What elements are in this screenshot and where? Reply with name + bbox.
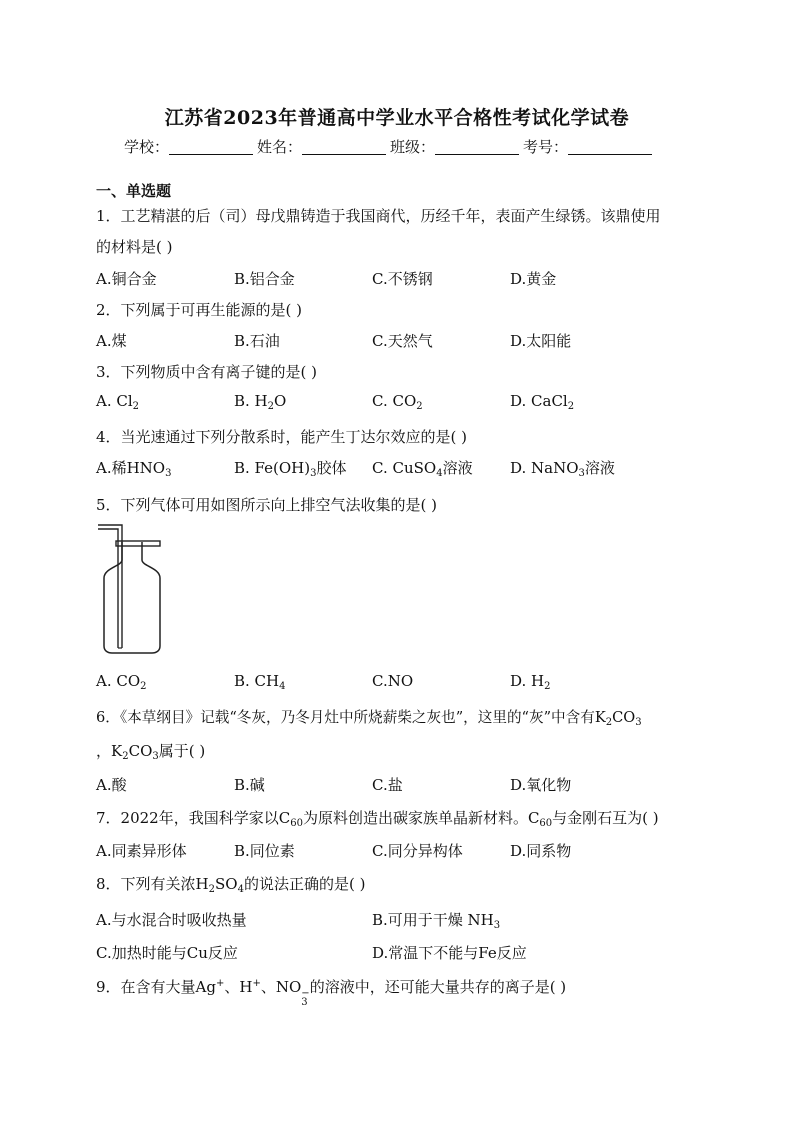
q9-formula: 、NO	[260, 978, 302, 996]
option-a[interactable]: A.煤	[96, 332, 127, 350]
option-a[interactable]	[96, 457, 171, 479]
subscript: 2	[567, 401, 575, 412]
subscript: 2	[132, 401, 140, 412]
option-d[interactable]	[510, 672, 550, 692]
option-a[interactable]: A.铜合金	[96, 270, 157, 288]
option-d[interactable]: D.常温下不能与Fe反应	[372, 944, 527, 962]
q6-formula: CO	[612, 709, 636, 726]
option-b[interactable]: B.石油	[234, 332, 280, 350]
subscript: 2	[122, 751, 129, 762]
option-c-text: C. CO	[372, 392, 417, 410]
subscript: 60	[290, 818, 303, 829]
question-6-line-2	[96, 740, 205, 762]
subscript: 3	[152, 751, 159, 762]
q7-text-mid: 为原料创造出碳家族单晶新材料。C	[302, 809, 540, 827]
option-b[interactable]: B.同位素	[234, 842, 295, 860]
subscript: 3	[301, 997, 308, 1008]
q8-tail: 的说法正确的是( )	[243, 875, 366, 893]
question-6-line-1	[96, 706, 642, 728]
subscript: 4	[436, 468, 443, 479]
option-d[interactable]: D.同系物	[510, 842, 572, 860]
school-blank[interactable]	[169, 140, 253, 155]
q6-tail: 属于( )	[158, 742, 206, 760]
option-d-text: D. H	[510, 672, 545, 690]
option-a[interactable]	[96, 672, 147, 692]
subscript: 2	[140, 681, 147, 692]
subscript: 60	[539, 818, 553, 829]
bottle-outline	[104, 542, 160, 653]
q8-text: 8．下列有关浓H	[96, 875, 209, 893]
option-c[interactable]: C.同分异构体	[372, 842, 463, 860]
name-blank[interactable]	[302, 140, 386, 155]
option-b[interactable]	[234, 672, 286, 692]
option-c-tail: 溶液	[442, 459, 473, 477]
option-b-text: B. CH	[234, 672, 280, 690]
option-c[interactable]: C.盐	[372, 776, 403, 794]
name-label: 姓名：	[257, 138, 303, 156]
q7-text: 7．2022年，我国科学家以C	[96, 809, 291, 827]
subscript: 2	[208, 884, 216, 895]
option-d-tail: 溶液	[584, 459, 615, 477]
option-a-text: A. CO	[96, 672, 141, 690]
subscript: 2	[544, 681, 551, 692]
option-c[interactable]	[372, 392, 423, 412]
question-1-line-1: 1．工艺精湛的后（司）母戊鼎铸造于我国商代，历经千年，表面产生绿锈。该鼎使用	[96, 207, 661, 225]
option-c[interactable]	[372, 457, 473, 479]
option-d[interactable]	[510, 457, 615, 479]
option-a[interactable]: A.与水混合时吸收热量	[96, 911, 247, 929]
q8-formula: SO	[215, 875, 238, 893]
option-d[interactable]: D.太阳能	[510, 332, 572, 350]
option-b-text: B. Fe(OH)	[234, 459, 311, 477]
superscript: −	[301, 988, 310, 999]
subscript: 3	[578, 468, 585, 479]
subscript: 2	[267, 401, 275, 412]
subscript: 4	[279, 681, 286, 692]
q9-tail: 的溶液中，还可能大量共存的离子是( )	[309, 978, 567, 996]
school-label: 学校：	[124, 138, 170, 156]
option-b[interactable]	[372, 909, 500, 931]
subscript: 3	[493, 920, 501, 931]
id-label: 考号：	[523, 138, 569, 156]
q9-text-mid: 、H	[224, 978, 253, 996]
q6-formula: CO	[128, 742, 153, 760]
option-b-text: B.可用于干燥 NH	[372, 911, 494, 929]
option-a-text: A. Cl	[96, 392, 133, 410]
subscript: 2	[605, 717, 613, 728]
question-1-line-2: 的材料是( )	[96, 238, 173, 256]
option-a[interactable]: A.同素异形体	[96, 842, 187, 860]
subscript: 3	[635, 717, 642, 728]
option-b-text: B. H	[234, 392, 268, 410]
option-b[interactable]	[234, 457, 347, 479]
option-d[interactable]: D.氧化物	[510, 776, 572, 794]
option-c[interactable]: C.不锈钢	[372, 270, 433, 288]
option-d[interactable]	[510, 392, 574, 412]
option-b[interactable]	[234, 392, 286, 412]
option-c[interactable]: C.NO	[372, 672, 414, 690]
option-b[interactable]: B.铝合金	[234, 270, 295, 288]
option-a[interactable]: A.酸	[96, 776, 127, 794]
option-b-tail: 胶体	[316, 459, 347, 477]
option-c[interactable]: C.天然气	[372, 332, 433, 350]
q6-text: ，K	[96, 742, 123, 760]
subscript: 4	[237, 884, 244, 895]
gas-bottle-diagram	[96, 520, 166, 655]
student-info-line	[124, 136, 656, 157]
option-a-text: A.稀HNO	[96, 459, 166, 477]
exam-title: 江苏省2023年普通高中学业水平合格性考试化学试卷	[164, 107, 630, 129]
question-9	[96, 976, 566, 1007]
option-d-text: D. CaCl	[510, 392, 568, 410]
subscript: 2	[416, 401, 423, 412]
class-blank[interactable]	[435, 140, 519, 155]
question-3: 3．下列物质中含有离子键的是( )	[96, 363, 318, 381]
option-b-tail: O	[274, 392, 287, 410]
section-heading: 一、单选题	[96, 182, 172, 200]
question-7	[96, 807, 659, 829]
long-tube-inner	[98, 529, 118, 648]
option-d-text: D. NaNO	[510, 459, 579, 477]
option-c-text: C. CuSO	[372, 459, 437, 477]
subscript: 3	[165, 468, 172, 479]
superscript: +	[252, 978, 261, 989]
question-4: 4．当光速通过下列分散系时，能产生丁达尔效应的是( )	[96, 428, 468, 446]
q7-tail: 与金刚石互为( )	[552, 809, 659, 827]
superscript: +	[215, 978, 225, 989]
option-a[interactable]	[96, 392, 139, 412]
q9-text: 9．在含有大量Ag	[96, 978, 216, 996]
question-5: 5．下列气体可用如图所示向上排空气法收集的是( )	[96, 496, 438, 514]
option-b[interactable]: B.碱	[234, 776, 265, 794]
ion-charge-stack	[301, 989, 309, 1007]
question-8	[96, 873, 365, 895]
class-label: 班级：	[390, 138, 436, 156]
question-2: 2．下列属于可再生能源的是( )	[96, 301, 303, 319]
option-c[interactable]: C.加热时能与Cu反应	[96, 944, 238, 962]
q6-text: 6．《本草纲目》记载“冬灰，乃冬月灶中所烧薪柴之灰也”，这里的“灰”中含有K	[96, 709, 606, 726]
option-d[interactable]: D.黄金	[510, 270, 557, 288]
subscript: 3	[310, 468, 317, 479]
id-blank[interactable]	[568, 140, 652, 155]
